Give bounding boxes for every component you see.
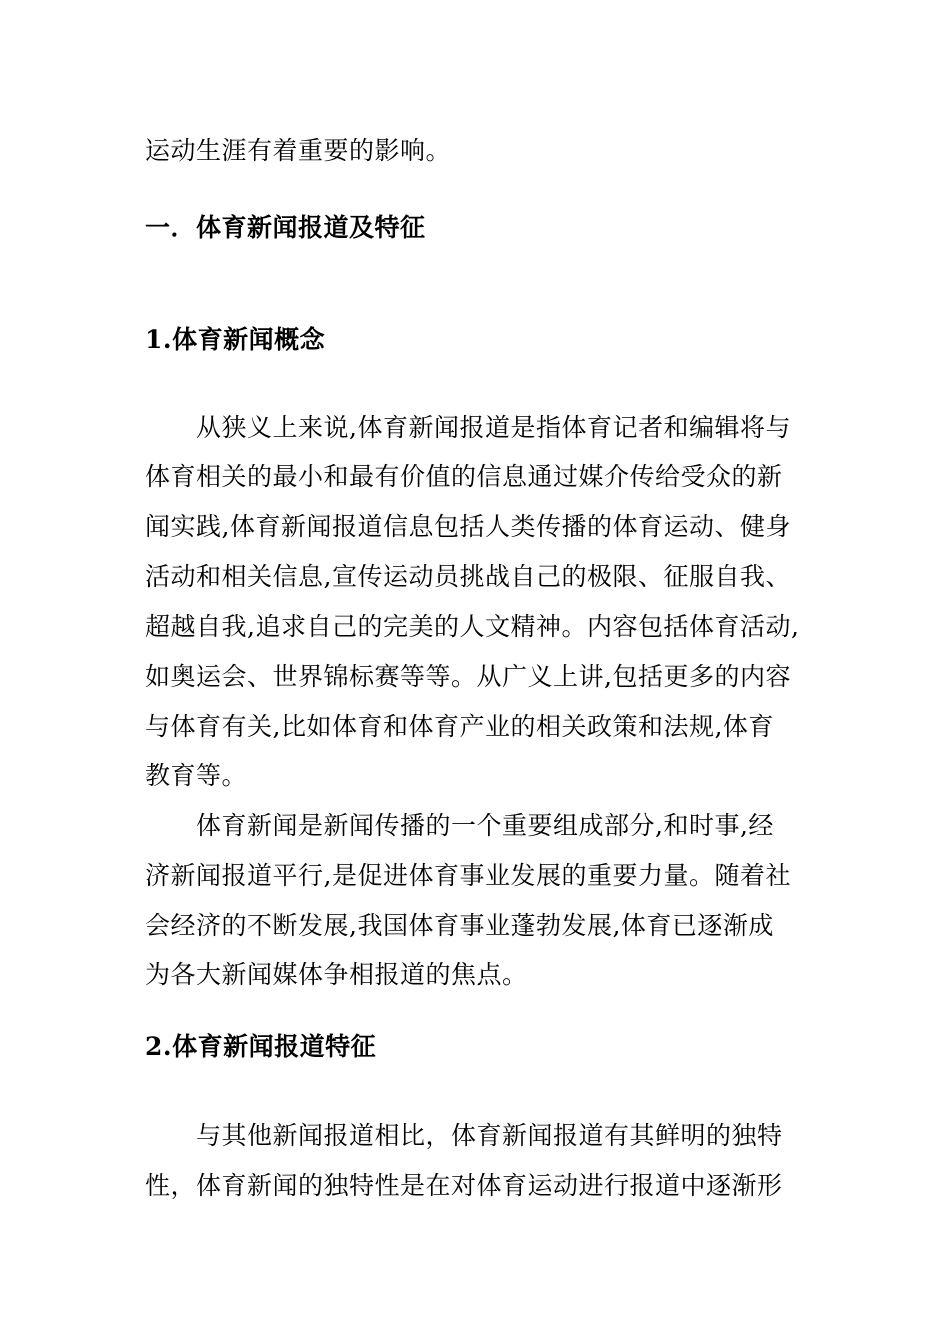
paragraph-line: 会经济的不断发展,我国体育事业蓬勃发展,体育已逐渐成 <box>145 911 774 940</box>
paragraph-line: 如奥运会、世界锦标赛等等。从广义上讲,包括更多的内容 <box>145 662 791 691</box>
section-1-heading: 一．体育新闻报道及特征 <box>145 213 426 242</box>
paragraph-line: 超越自我,追求自己的完美的人文精神。内容包括体育活动, <box>145 612 800 641</box>
paragraph-line: 体育新闻是新闻传播的一个重要组成部分,和时事,经 <box>196 811 774 840</box>
paragraph-line: 闻实践,体育新闻报道信息包括人类传播的体育运动、健身 <box>145 512 791 541</box>
paragraph-line: 从狭义上来说,体育新闻报道是指体育记者和编辑将与 <box>196 413 791 442</box>
intro-tail-line: 运动生涯有着重要的影响。 <box>145 136 452 165</box>
paragraph-line: 与其他新闻报道相比，体育新闻报道有其鲜明的独特 <box>196 1121 783 1150</box>
paragraph-line: 与体育有关,比如体育和体育产业的相关政策和法规,体育 <box>145 712 774 741</box>
subsection-1-heading: 1.体育新闻概念 <box>145 325 326 354</box>
paragraph-line: 性，体育新闻的独特性是在对体育运动进行报道中逐渐形 <box>145 1171 783 1200</box>
paragraph-line: 济新闻报道平行,是促进体育事业发展的重要力量。随着社 <box>145 861 791 890</box>
paragraph-line: 活动和相关信息,宣传运动员挑战自己的极限、征服自我、 <box>145 562 791 591</box>
paragraph-line: 为各大新闻媒体争相报道的焦点。 <box>145 960 528 989</box>
paragraph-line: 体育相关的最小和最有价值的信息通过媒介传给受众的新 <box>145 462 783 491</box>
subsection-2-heading: 2.体育新闻报道特征 <box>145 1032 377 1061</box>
paragraph-line: 教育等。 <box>145 761 248 790</box>
